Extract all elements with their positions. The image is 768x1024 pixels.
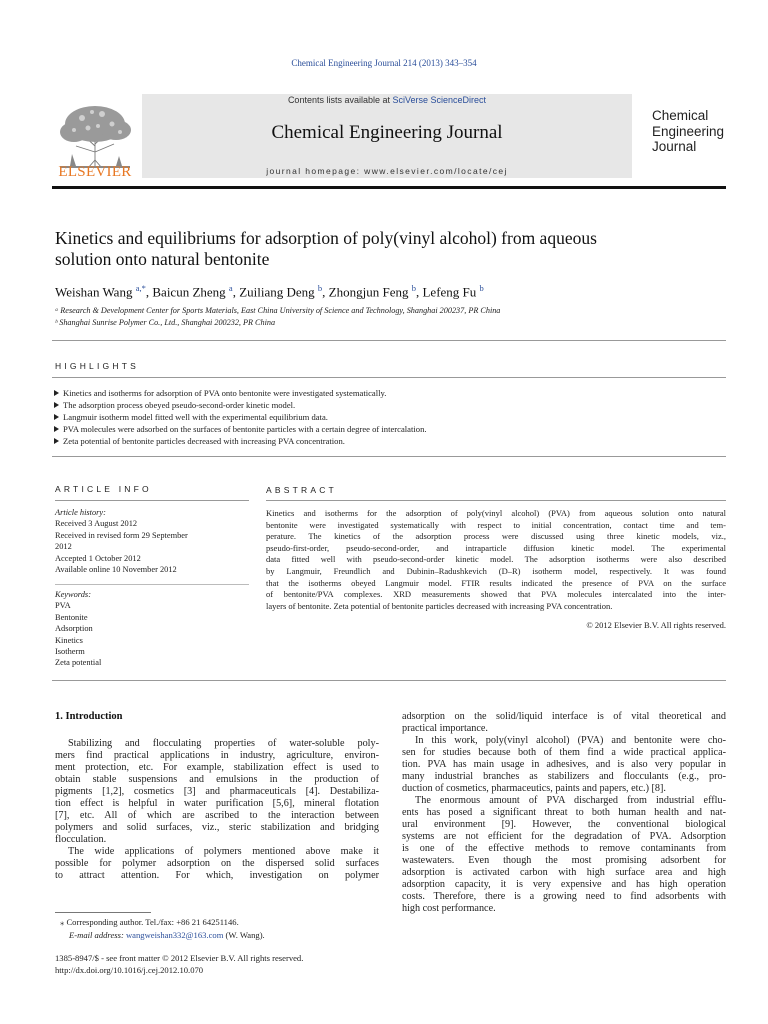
body-text-line: flocculation.	[55, 834, 107, 845]
author-name[interactable]: Lefeng Fu	[422, 284, 477, 300]
abstract-line: Kinetics and isotherms for the adsorption of poly(vinyl alcohol) (PVA) from aqueous solution onto natural	[266, 508, 726, 518]
history-entry: Received in revised form 29 September	[55, 530, 188, 540]
masthead-rule	[52, 186, 726, 189]
section-divider	[52, 377, 726, 378]
doi-link[interactable]: http://dx.doi.org/10.1016/j.cej.2012.10.070	[55, 965, 204, 975]
highlight-item	[54, 412, 328, 422]
highlight-item	[54, 436, 345, 446]
abstract-line: bentonite were investigated systematically with respect to initial concentration, contact time and tem-	[266, 519, 726, 530]
body-text-line: pigments [1,2], cosmetics [3] and pharmaceuticals [4]. Destabiliza-	[55, 786, 379, 797]
history-label: Article history:	[55, 508, 106, 517]
highlights-heading: HIGHLIGHTS	[55, 361, 139, 371]
highlight-item	[54, 388, 386, 398]
body-text-line: adsorption on the solid/liquid interface is of vital theoretical and	[402, 711, 726, 722]
abstract-line: layers of bentonite. Zeta potential of bentonite particles decreased with increasing PVA concentration.	[266, 600, 613, 611]
body-text-line: In this work, poly(vinyl alcohol) (PVA) and bentonite were cho-	[415, 735, 726, 746]
keywords-block	[55, 589, 101, 669]
author-name[interactable]: Zuiliang Deng	[239, 284, 315, 300]
abstract-line: of bentonite/PVA complexes. XRD measurements showed that PVA molecules intercalated into the inter-	[266, 589, 726, 600]
body-text-line: obtain stable suspensions and emulsions in the production of	[55, 774, 379, 785]
body-right-column	[402, 711, 726, 915]
title-line: solution onto natural bentonite	[55, 249, 270, 269]
body-text-line: Stabilizing and flocculating properties of water-soluble poly-	[68, 738, 379, 749]
history-entry: Received 3 August 2012	[55, 519, 138, 529]
abstract-line: pseudo-first-order, pseudo-second-order, and intraparticle diffusion kinetic model. The experimental	[266, 542, 726, 553]
body-text-line: adsorption is activated carbon with high surface area and high	[402, 867, 726, 878]
article-history	[55, 507, 188, 575]
abstract-divider	[266, 500, 726, 501]
abstract-heading: ABSTRACT	[266, 485, 337, 495]
author-affiliation-mark[interactable]: a	[228, 283, 233, 293]
highlight-text: PVA molecules were adsorbed on the surfaces of bentonite particles with a certain degree of intercalation.	[63, 424, 427, 434]
keywords-label: Keywords:	[55, 590, 91, 599]
abstract-copyright: © 2012 Elsevier B.V. All rights reserved.	[586, 620, 726, 630]
body-left-column	[55, 738, 379, 882]
body-text-line: duction of cosmetics, pharmaceutics, paints and papers, etc.) [8].	[402, 783, 666, 794]
abstract-body	[266, 508, 726, 612]
highlight-text: Kinetics and isotherms for adsorption of PVA onto bentonite were investigated systematically.	[63, 388, 387, 398]
body-text-line: tion effect is helpful in water purification [5,6], mineral flotation	[55, 798, 379, 809]
contents-availability	[142, 95, 632, 105]
email-note	[69, 930, 265, 940]
abstract-line: by Langmuir, Freundlich and Dubinin–Radushkevich (D–R) isotherm model, respectively. It was found	[266, 565, 726, 576]
body-text-line: polymers and solid surfaces, viz., steric stabilization and bridging	[55, 822, 379, 833]
body-text-line: mers find practical applications in industry, agriculture, environ-	[55, 750, 379, 761]
body-text-line: to attract attention. For which, investigation on polymer	[55, 870, 379, 881]
affiliation-b: ᵇ Shanghai Sunrise Polymer Co., Ltd., Shanghai 200232, PR China	[55, 318, 276, 327]
history-entry: Accepted 1 October 2012	[55, 553, 141, 563]
author-affiliation-mark[interactable]: b	[411, 283, 416, 293]
affiliation-a: ᵃ Research & Development Center for Sports Materials, East China University of Science and Technology, Shanghai 200237, PR China	[55, 306, 501, 315]
highlight-text: Zeta potential of bentonite particles decreased with increasing PVA concentration.	[63, 436, 345, 446]
keyword: Kinetics	[55, 635, 83, 645]
journal-masthead-band	[142, 94, 632, 178]
corresponding-author-note: ⁎ Corresponding author. Tel./fax: +86 21 64251146.	[60, 917, 239, 927]
body-text-line: practical importance.	[402, 723, 488, 734]
author-affiliation-mark[interactable]: b	[317, 283, 323, 293]
history-entry: Available online 10 November 2012	[55, 565, 177, 575]
keyword: Bentonite	[55, 612, 88, 622]
contents-prefix: Contents lists available at	[287, 95, 393, 105]
body-text-line: ents has posed a significant threat to both human health and nat-	[402, 807, 726, 818]
body-text-line: ment protection, etc. For example, stabilization effect is used to	[55, 762, 379, 773]
highlight-text: Langmuir isotherm model fitted well with the experimental equilibrium data.	[63, 412, 328, 422]
article-title	[55, 228, 705, 270]
journal-cover-mark	[652, 108, 724, 155]
info-divider	[55, 500, 249, 501]
author-name[interactable]: Weishan Wang	[55, 284, 133, 300]
body-text-line: is one of the effective methods to remove contaminants from	[402, 843, 726, 854]
article-info-heading: ARTICLE INFO	[55, 484, 152, 494]
email-suffix: (W. Wang).	[223, 930, 265, 940]
highlight-text: The adsorption process obeyed pseudo-second-order kinetic model.	[63, 400, 296, 410]
email-label: E-mail address:	[69, 930, 126, 940]
title-line: Kinetics and equilibriums for adsorption of poly(vinyl alcohol) from aqueous	[55, 228, 597, 248]
email-link[interactable]: wangweishan332@163.com	[125, 930, 224, 940]
keyword: Adsorption	[55, 624, 93, 634]
info-divider	[55, 584, 249, 585]
history-entry: 2012	[55, 542, 72, 552]
body-text-line: costs. Therefore, there is a growing need to find adsorbents with	[402, 891, 726, 902]
body-text-line: many industrial branches as stabilizers and flocculants (e.g., pro-	[402, 771, 726, 782]
author-affiliation-mark[interactable]: a,*	[135, 283, 146, 293]
abstract-line: perature. The kinetics of the adsorption process were discussed using three kinetic models, viz.,	[266, 531, 726, 542]
author-affiliation-mark[interactable]: b	[479, 283, 484, 293]
highlight-item	[54, 424, 427, 434]
bullet-triangle-icon	[54, 438, 59, 444]
author-list: Weishan Wang $^{a,*}$, Baicun Zheng $^a$, Zuiliang Deng $^b$, Zhongjun Feng $^b$, Lefeng Fu $^b$	[55, 283, 484, 300]
abstract-line: that the isotherms obeyed Langmuir model. FTIR results indicated the presence of PVA on the surface	[266, 577, 726, 588]
cover-line: Journal	[652, 139, 697, 154]
body-text-line: ural environment [9]. However, the conventional biological	[402, 819, 726, 830]
keyword: Zeta potential	[55, 658, 102, 668]
author-name[interactable]: Baicun Zheng	[152, 284, 226, 300]
elsevier-wordmark: ELSEVIER	[58, 164, 132, 180]
cover-line: Chemical	[652, 108, 709, 123]
body-text-line: tion. PVA has main usage in adhesives, and is also very popular in	[402, 759, 726, 770]
body-text-line: [7], etc. All of which are ascribed to the interaction between	[55, 810, 379, 821]
body-text-line: The enormous amount of PVA discharged from industrial efflu-	[415, 795, 726, 806]
bullet-triangle-icon	[54, 402, 59, 408]
section-divider	[52, 680, 726, 681]
keyword: Isotherm	[55, 647, 85, 657]
journal-citation[interactable]: Chemical Engineering Journal 214 (2013) 343–354	[291, 58, 477, 68]
journal-homepage[interactable]: journal homepage: www.elsevier.com/locate/cej	[266, 166, 508, 176]
cover-line: Engineering	[652, 123, 725, 139]
bullet-triangle-icon	[54, 390, 59, 396]
introduction-heading: 1. Introduction	[55, 711, 123, 722]
footnote-rule	[55, 912, 151, 913]
body-text-line: The wide applications of polymers mentioned above make it	[68, 846, 379, 857]
issn-line: 1385-8947/$ - see front matter © 2012 Elsevier B.V. All rights reserved.	[55, 953, 304, 963]
body-text-line: possible for polymer adsorption on the dispersed solid surfaces	[55, 858, 379, 869]
section-divider	[52, 456, 726, 457]
body-text-line: sen for studies because both of them find a wide practical applica-	[402, 747, 726, 758]
body-text-line: high cost performance.	[402, 903, 496, 914]
journal-title: Chemical Engineering Journal	[271, 122, 503, 143]
body-text-line: systems are not efficient for the degradation of PVA. Adsorption	[402, 831, 726, 842]
bullet-triangle-icon	[54, 426, 59, 432]
bullet-triangle-icon	[54, 414, 59, 420]
highlight-item	[54, 400, 295, 410]
section-divider	[52, 340, 726, 341]
body-text-line: adsorption capacity, it is very expensive and has high operation	[402, 879, 726, 890]
body-text-line: wastewaters. Even though the most promising adsorbent for	[402, 855, 726, 866]
author-name[interactable]: Zhongjun Feng	[328, 284, 409, 300]
abstract-line: data fitted well with pseudo-second-order kinetic model. The adsorption isotherms were also described	[266, 554, 726, 565]
keyword: PVA	[55, 601, 71, 611]
sciencedirect-link[interactable]: SciVerse ScienceDirect	[392, 95, 487, 105]
